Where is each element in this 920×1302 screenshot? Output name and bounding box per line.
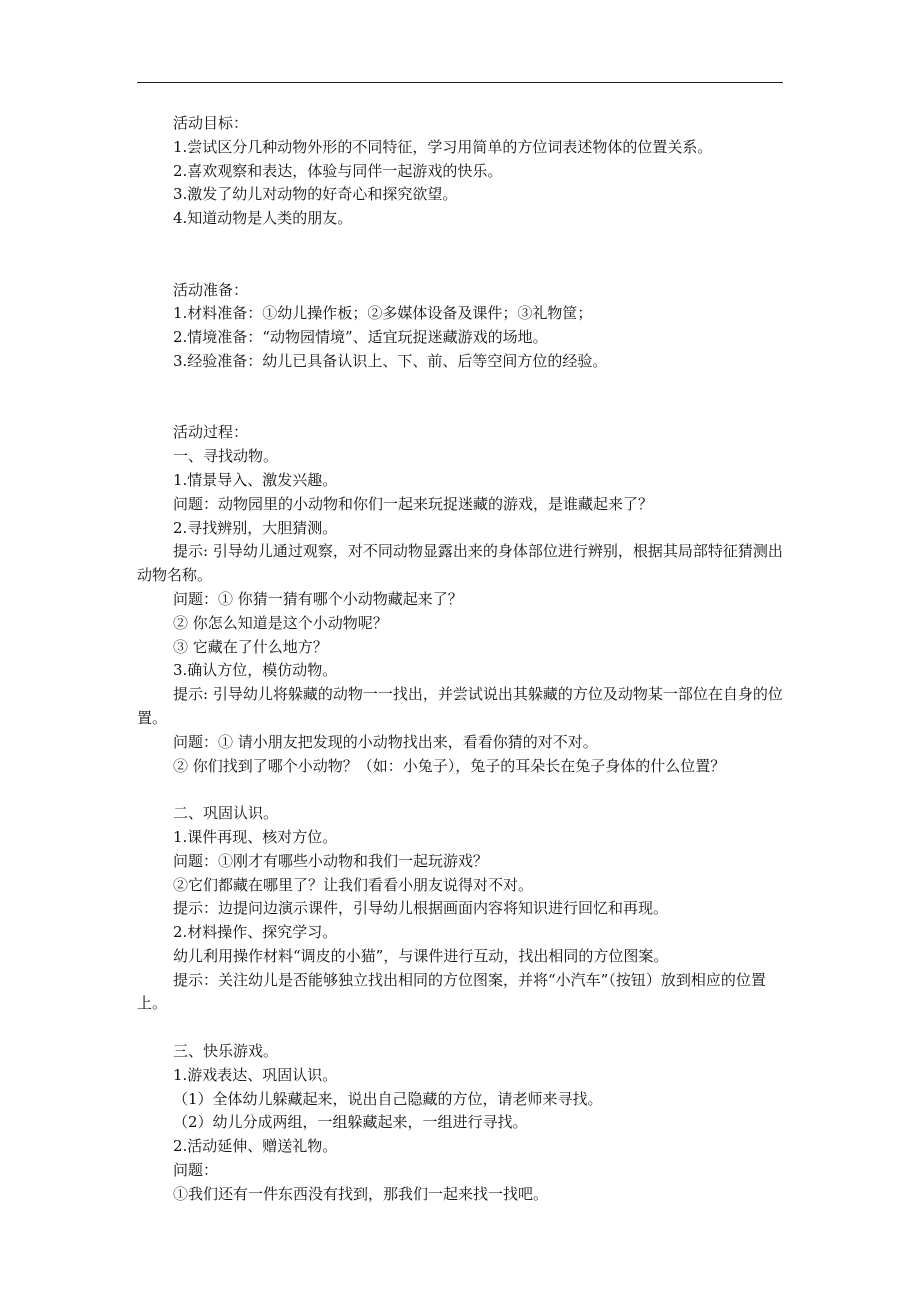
spacer (137, 398, 785, 422)
part1-line-11: ② 你们找到了哪个小动物？（如：小兔子），兔子的耳朵长在兔子身体的什么位置？ (173, 756, 726, 775)
part2-line-5: 2.材料操作、探究学习。 (173, 923, 338, 942)
goal-item-4: 4.知道动物是人类的朋友。 (173, 209, 353, 228)
goal-item-1: 1.尝试区分几种动物外形的不同特征，学习用简单的方位词表述物体的位置关系。 (173, 137, 713, 156)
header-rule (137, 82, 783, 83)
part1-line-6: ② 你怎么知道是这个小动物呢？ (173, 613, 388, 632)
part3-line-1: 1.游戏表达、巩固认识。 (173, 1065, 338, 1084)
part3-line-4: 2.活动延伸、赠送礼物。 (173, 1137, 338, 1156)
part3-line-5: 问题： (173, 1161, 219, 1180)
prep-heading: 活动准备： (173, 280, 249, 299)
part1-line-10: 问题：① 请小朋友把发现的小动物找出来，看看你猜的对不对。 (173, 732, 598, 751)
prep-item-2: 2.情境准备：“动物园情境”、适宜玩捉迷藏游戏的场地。 (173, 328, 548, 347)
part1-line-3: 2.寻找辨别，大胆猜测。 (173, 518, 338, 537)
part3-line-6: ①我们还有一件东西没有找到，那我们一起来找一找吧。 (173, 1184, 549, 1203)
part1-line-8: 3.确认方位，模仿动物。 (173, 661, 338, 680)
process-heading: 活动过程： (173, 423, 249, 442)
part2-tip: 提示：关注幼儿是否能够独立找出相同的方位图案，并将“小汽车”（按钮）放到相应的位置上。 (137, 970, 766, 1013)
part2-line-6: 幼儿利用操作材料“调皮的小猫”，与课件进行互动，找出相同的方位图案。 (173, 946, 669, 965)
spacer (137, 231, 785, 255)
part2-line-1: 1.课件再现、核对方位。 (173, 827, 338, 846)
goals-heading: 活动目标： (173, 114, 249, 132)
part1-line-1: 1.情景导入、激发兴趣。 (173, 470, 338, 489)
part2-line-2: 问题：①刚才有哪些小动物和我们一起玩游戏？ (173, 851, 489, 870)
prep-item-3: 3.经验准备：幼儿已具备认识上、下、前、后等空间方位的经验。 (173, 351, 608, 370)
spacer (137, 778, 785, 802)
spacer (137, 1016, 785, 1040)
part3-line-3: （2）幼儿分成两组，一组躲藏起来，一组进行寻找。 (173, 1113, 528, 1132)
part1-tip-1: 提示: 引导幼儿通过观察，对不同动物显露出来的身体部位进行辨别，根据其局部特征猜测出动物名称。 (137, 542, 783, 585)
part1-line-5: 问题：① 你猜一猜有哪个小动物藏起来了？ (173, 589, 463, 608)
prep-item-1: 1.材料准备：①幼儿操作板；②多媒体设备及课件；③礼物筐； (173, 304, 593, 323)
part1-line-2: 问题：动物园里的小动物和你们一起来玩捉迷藏的游戏，是谁藏起来了？ (173, 494, 654, 513)
part2-title: 二、巩固认识。 (173, 804, 279, 823)
part1-title: 一、寻找动物。 (173, 447, 279, 466)
part1-tip-2: 提示: 引导幼儿将躲藏的动物一一找出，并尝试说出其躲藏的方位及动物某一部位在自身的位置。 (137, 685, 783, 727)
goal-item-2: 2.喜欢观察和表达，体验与同伴一起游戏的快乐。 (173, 161, 503, 180)
goal-item-3: 3.激发了幼儿对动物的好奇心和探究欲望。 (173, 185, 458, 204)
part2-line-4: 提示：边提问边演示课件，引导幼儿根据画面内容将知识进行回忆和再现。 (173, 899, 669, 918)
part3-title: 三、快乐游戏。 (173, 1042, 279, 1061)
part1-line-7: ③ 它藏在了什么地方？ (173, 637, 328, 656)
part3-line-2: （1）全体幼儿躲藏起来，说出自己隐藏的方位，请老师来寻找。 (173, 1089, 603, 1108)
document-body (137, 112, 785, 1207)
spacer (137, 374, 785, 398)
part2-line-3: ②它们都藏在哪里了？让我们看看小朋友说得对不对。 (173, 875, 534, 894)
spacer (137, 255, 785, 279)
